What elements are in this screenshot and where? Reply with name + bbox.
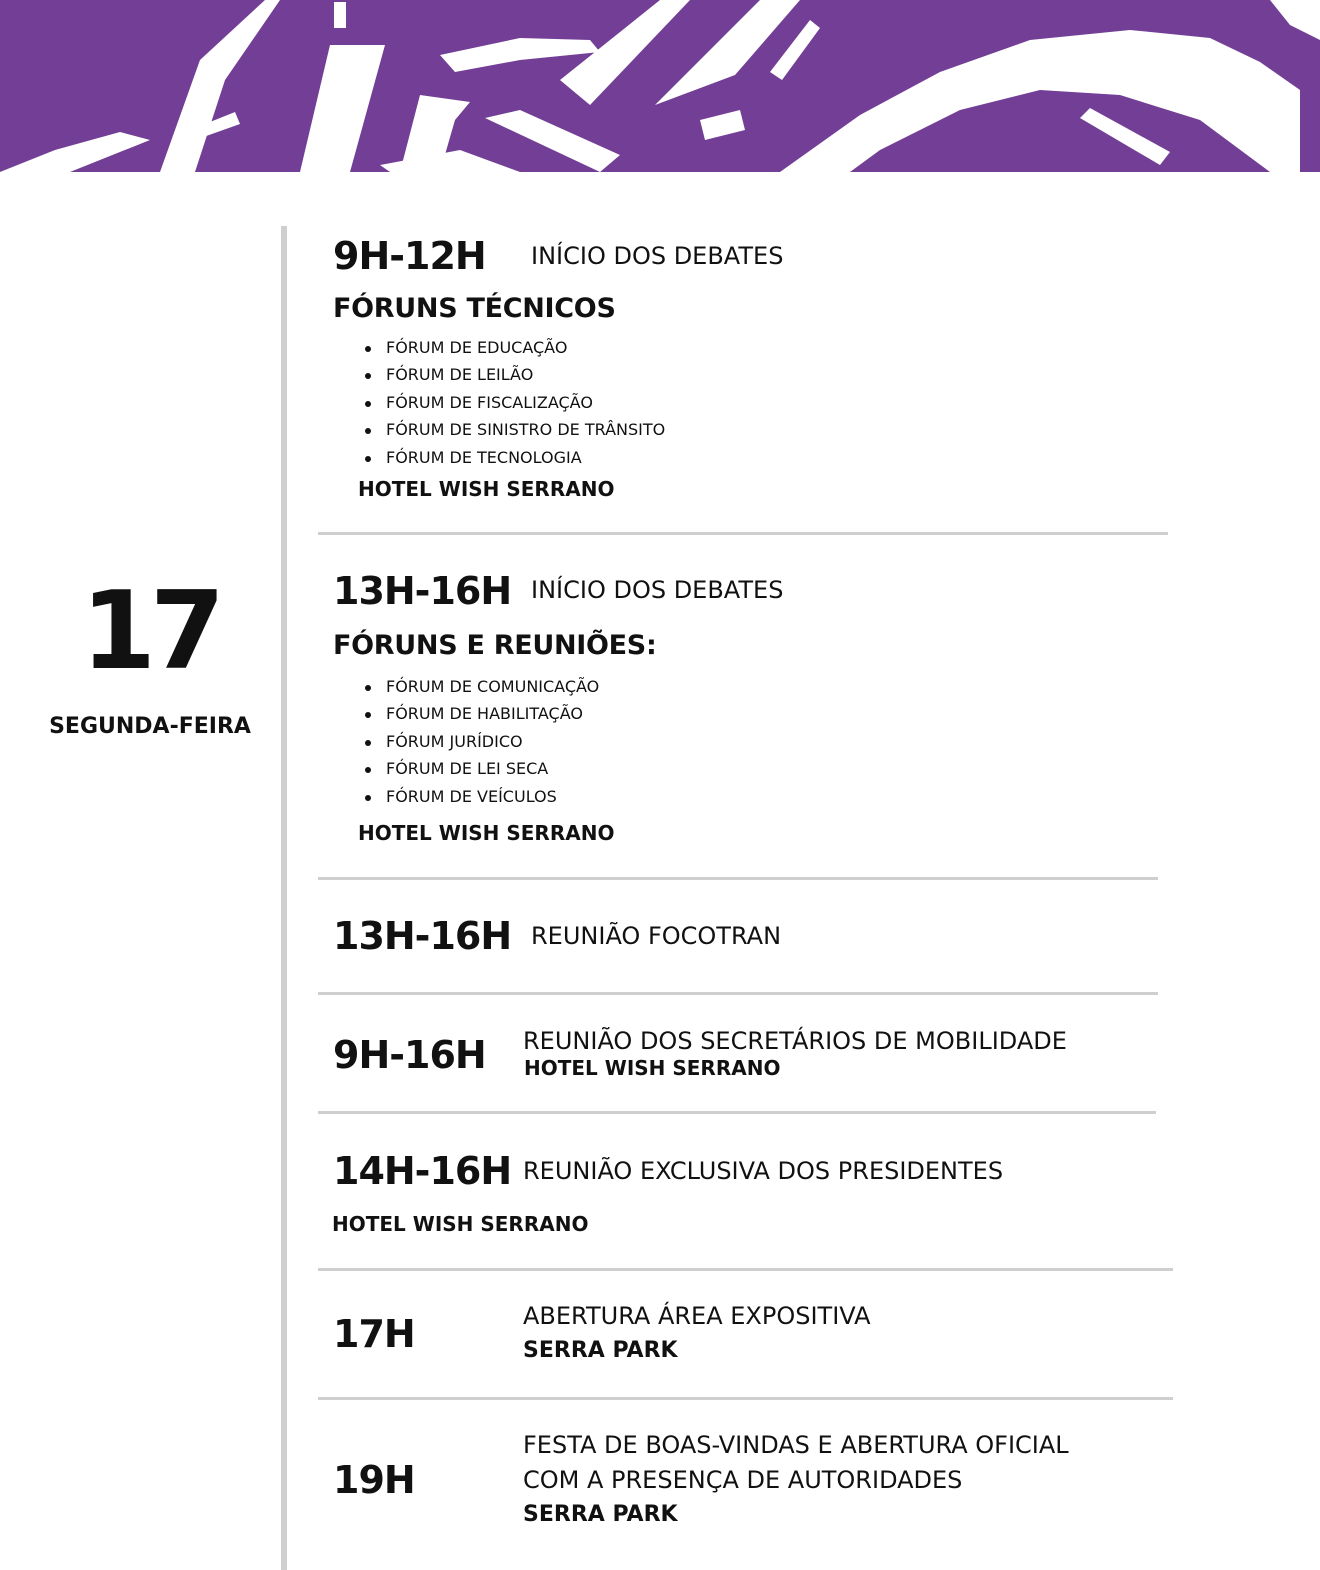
event-title-line: COM A PRESENÇA DE AUTORIDADES bbox=[523, 1466, 963, 1494]
list-item: FÓRUM DE FISCALIZAÇÃO bbox=[360, 389, 665, 416]
event-time: 13H-16H bbox=[333, 914, 512, 958]
event-time: 9H-16H bbox=[333, 1033, 486, 1077]
forum-list bbox=[360, 673, 599, 810]
day-weekday: SEGUNDA-FEIRA bbox=[49, 714, 251, 739]
event-location: HOTEL WISH SERRANO bbox=[524, 1056, 781, 1080]
event-heading: FÓRUNS TÉCNICOS bbox=[333, 293, 616, 324]
timeline-line bbox=[281, 226, 287, 1570]
list-item: FÓRUM DE LEILÃO bbox=[360, 361, 665, 388]
divider bbox=[318, 992, 1158, 995]
event-heading: FÓRUNS E REUNIÕES: bbox=[333, 630, 657, 661]
event-title: INÍCIO DOS DEBATES bbox=[531, 576, 784, 604]
event-title: REUNIÃO DOS SECRETÁRIOS DE MOBILIDADE bbox=[523, 1027, 1067, 1055]
event-time: 19H bbox=[333, 1458, 415, 1502]
divider bbox=[318, 1111, 1156, 1114]
event-time: 14H-16H bbox=[333, 1149, 512, 1193]
list-item: FÓRUM DE COMUNICAÇÃO bbox=[360, 673, 599, 700]
list-item: FÓRUM DE EDUCAÇÃO bbox=[360, 334, 665, 361]
forum-list bbox=[360, 334, 665, 471]
event-title: ABERTURA ÁREA EXPOSITIVA bbox=[523, 1302, 871, 1330]
event-time: 9H-12H bbox=[333, 234, 486, 278]
event-time: 13H-16H bbox=[333, 569, 512, 613]
list-item: FÓRUM DE VEÍCULOS bbox=[360, 783, 599, 810]
list-item: FÓRUM DE HABILITAÇÃO bbox=[360, 700, 599, 727]
header-banner bbox=[0, 0, 1320, 172]
event-title: INÍCIO DOS DEBATES bbox=[531, 242, 784, 270]
event-location: HOTEL WISH SERRANO bbox=[332, 1212, 589, 1236]
event-time: 17H bbox=[333, 1312, 415, 1356]
event-title: REUNIÃO EXCLUSIVA DOS PRESIDENTES bbox=[523, 1157, 1004, 1185]
event-title: REUNIÃO FOCOTRAN bbox=[531, 922, 782, 950]
list-item: FÓRUM DE SINISTRO DE TRÂNSITO bbox=[360, 416, 665, 443]
event-location: SERRA PARK bbox=[523, 1338, 678, 1363]
event-location: HOTEL WISH SERRANO bbox=[358, 477, 615, 501]
list-item: FÓRUM DE TECNOLOGIA bbox=[360, 444, 665, 471]
event-title-line: FESTA DE BOAS-VINDAS E ABERTURA OFICIAL bbox=[523, 1431, 1069, 1459]
list-item: FÓRUM DE LEI SECA bbox=[360, 755, 599, 782]
divider bbox=[318, 1268, 1173, 1271]
list-item: FÓRUM JURÍDICO bbox=[360, 728, 599, 755]
divider bbox=[318, 1397, 1173, 1400]
event-location: HOTEL WISH SERRANO bbox=[358, 821, 615, 845]
divider bbox=[318, 877, 1158, 880]
divider bbox=[318, 532, 1168, 535]
day-number: 17 bbox=[80, 569, 220, 694]
event-location: SERRA PARK bbox=[523, 1502, 678, 1527]
